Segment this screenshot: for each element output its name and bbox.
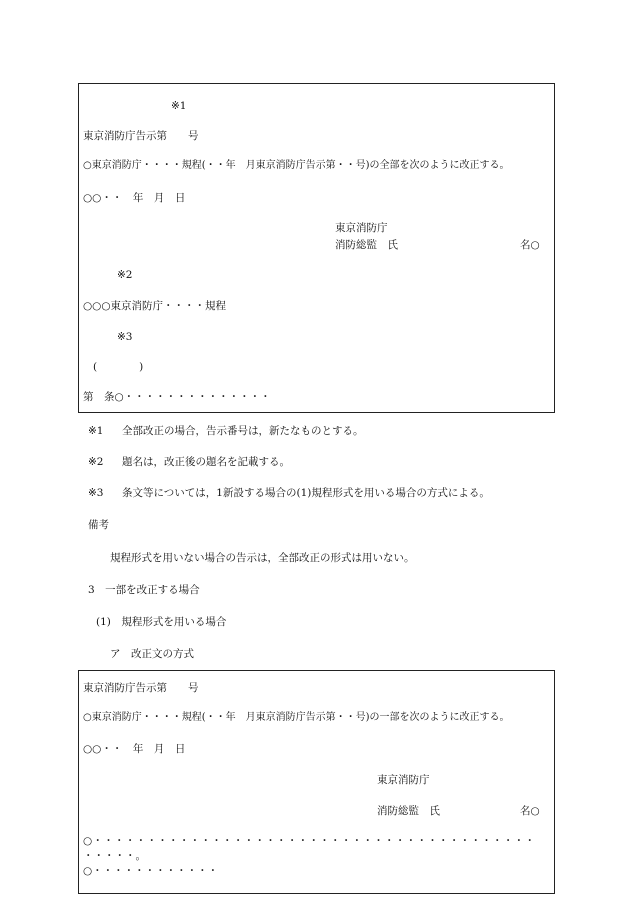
section-3-heading: 3 一部を改正する場合 bbox=[88, 584, 200, 596]
issuer-title: 消防総監 氏 bbox=[377, 805, 440, 817]
body-line-3: ○・・・・・・・・・・・・ bbox=[83, 865, 219, 877]
body-line-2: ・・・・・。 bbox=[83, 850, 146, 862]
note-2-text: 題名は，改正後の題名を記載する。 bbox=[122, 456, 290, 468]
notice-number: 東京消防庁告示第 号 bbox=[83, 130, 199, 142]
note-mark-1: ※1 bbox=[171, 100, 187, 112]
body-line-1: ○・・・・・・・・・・・・・・・・・・・・・・・・・・・・・・・・・・・・・・・・・ bbox=[83, 835, 536, 847]
article-line: 第 条○・・・・・・・・・・・・・・ bbox=[83, 391, 271, 403]
rule-title: ○○○東京消防庁・・・・規程 bbox=[83, 300, 226, 312]
remarks-text: 規程形式を用いない場合の告示は，全部改正の形式は用いない。 bbox=[110, 552, 415, 564]
issuer-org: 東京消防庁 bbox=[335, 222, 388, 234]
note-mark-2: ※2 bbox=[117, 269, 133, 281]
issuer-org: 東京消防庁 bbox=[377, 774, 430, 786]
issuer-name-end: 名○ bbox=[520, 805, 540, 817]
date-line: ○○・・ 年 月 日 bbox=[83, 192, 186, 204]
note-1-text: 全部改正の場合，告示番号は，新たなものとする。 bbox=[122, 425, 364, 437]
notice-number: 東京消防庁告示第 号 bbox=[83, 682, 199, 694]
form-box-full-revision bbox=[78, 83, 555, 413]
revision-title-line: ○東京消防庁・・・・規程(・・年 月東京消防庁告示第・・号)の全部を次のように改正する。 bbox=[83, 160, 510, 171]
note-1-mark: ※1 bbox=[88, 425, 104, 437]
revision-title-line: ○東京消防庁・・・・規程(・・年 月東京消防庁告示第・・号)の一部を次のように改正する。 bbox=[83, 712, 510, 723]
paren-caption-line: ( ) bbox=[93, 361, 144, 373]
note-3-mark: ※3 bbox=[88, 487, 104, 499]
note-mark-3: ※3 bbox=[117, 331, 133, 343]
date-line: ○○・・ 年 月 日 bbox=[83, 743, 186, 755]
subsection-a-heading: ア 改正文の方式 bbox=[110, 648, 194, 660]
remarks-heading: 備考 bbox=[88, 519, 109, 531]
note-2-mark: ※2 bbox=[88, 456, 104, 468]
issuer-title: 消防総監 氏 bbox=[335, 239, 398, 251]
form-box-partial-revision bbox=[78, 670, 555, 894]
note-3-text: 条文等については，1新設する場合の(1)規程形式を用いる場合の方式による。 bbox=[122, 487, 490, 499]
issuer-name-end: 名○ bbox=[520, 239, 540, 251]
subsection-1-heading: (1) 規程形式を用いる場合 bbox=[96, 616, 227, 628]
